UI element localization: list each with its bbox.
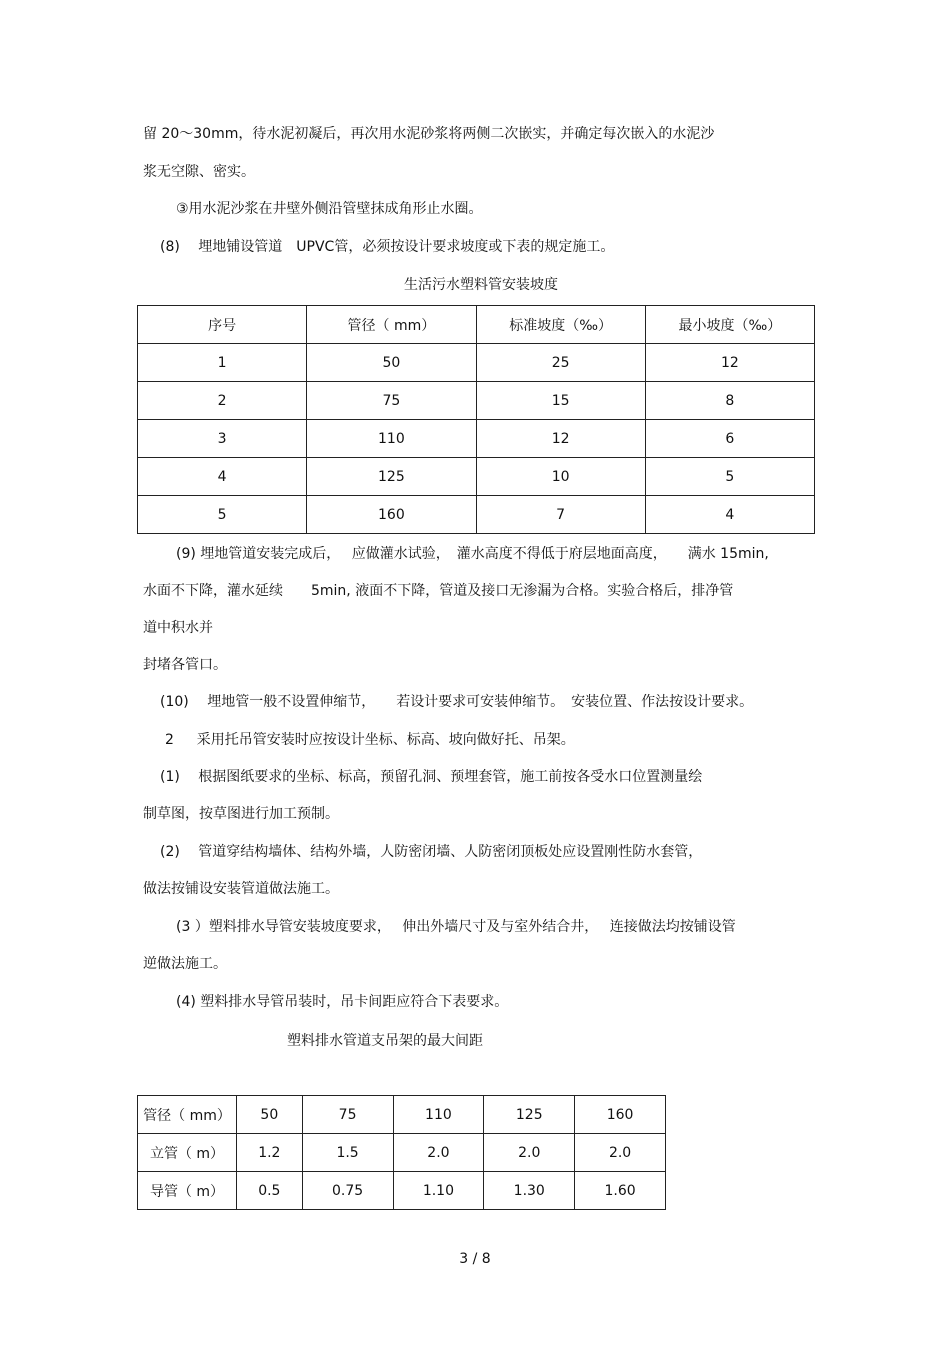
row-header-cell: 导管（ m） <box>138 1172 237 1210</box>
header-cell: 序号 <box>138 306 307 344</box>
table-cell: 12 <box>476 420 645 458</box>
table-cell: 4 <box>645 496 814 534</box>
table-row <box>138 344 815 382</box>
paragraph-line: (10) 埋地管一般不设置伸缩节， 若设计要求可安装伸缩节。 安装位置、作法按设计要求。 <box>160 694 754 710</box>
table-cell: 4 <box>138 458 307 496</box>
table-cell: 0.75 <box>302 1172 393 1210</box>
table-row <box>138 496 815 534</box>
table-cell: 110 <box>307 420 476 458</box>
table-cell: 12 <box>645 344 814 382</box>
paragraph-line: (3 ）塑料排水导管安装坡度要求， 伸出外墙尺寸及与室外结合井， 连接做法均按铺设管 <box>176 919 736 935</box>
paragraph-line: 做法按铺设安装管道做法施工。 <box>143 881 339 897</box>
slope-table <box>137 305 815 534</box>
table-cell: 6 <box>645 420 814 458</box>
table-cell: 5 <box>645 458 814 496</box>
paragraph-line: 逆做法施工。 <box>143 956 227 972</box>
paragraph-line: ③用水泥沙浆在井壁外侧沿管壁抹成角形止水圈。 <box>176 201 483 217</box>
table-cell: 8 <box>645 382 814 420</box>
table-cell: 2.0 <box>393 1134 484 1172</box>
paragraph-line: (9) 埋地管道安装完成后， 应做灌水试验， 灌水高度不得低于府层地面高度， 满水 15min, <box>176 546 769 562</box>
table-cell: 15 <box>476 382 645 420</box>
paragraph-line: 2 采用托吊管安装时应按设计坐标、标高、坡向做好托、吊架。 <box>165 732 575 748</box>
table-row <box>138 1096 666 1134</box>
table-cell: 10 <box>476 458 645 496</box>
paragraph-line: 封堵各管口。 <box>143 657 227 673</box>
table-cell: 2 <box>138 382 307 420</box>
table-cell: 125 <box>484 1096 575 1134</box>
table-cell: 1 <box>138 344 307 382</box>
header-cell: 标准坡度（‰） <box>476 306 645 344</box>
row-header-cell: 立管（ m） <box>138 1134 237 1172</box>
table-cell: 75 <box>302 1096 393 1134</box>
table-cell: 3 <box>138 420 307 458</box>
table-header-row <box>138 306 815 344</box>
spacing-table <box>137 1095 666 1210</box>
row-header-cell: 管径（ mm） <box>138 1096 237 1134</box>
table-cell: 1.10 <box>393 1172 484 1210</box>
table-cell: 50 <box>307 344 476 382</box>
table-row <box>138 1172 666 1210</box>
table-cell: 160 <box>307 496 476 534</box>
table-cell: 160 <box>575 1096 666 1134</box>
table-cell: 75 <box>307 382 476 420</box>
page-number: 3 / 8 <box>459 1251 491 1267</box>
table2-caption: 塑料排水管道支吊架的最大间距 <box>287 1033 483 1049</box>
table-cell: 1.60 <box>575 1172 666 1210</box>
paragraph-line: (1) 根据图纸要求的坐标、标高，预留孔洞、预埋套管，施工前按各受水口位置测量绘 <box>160 769 703 785</box>
paragraph-line: 留 20～30mm，待水泥初凝后，再次用水泥砂浆将两侧二次嵌实，并确定每次嵌入的水泥沙 <box>143 126 715 142</box>
paragraph-line: 制草图，按草图进行加工预制。 <box>143 806 339 822</box>
table-cell: 25 <box>476 344 645 382</box>
header-cell: 管径（ mm） <box>307 306 476 344</box>
paragraph-line: (8) 埋地铺设管道 UPVC管，必须按设计要求坡度或下表的规定施工。 <box>160 239 615 255</box>
table-row <box>138 382 815 420</box>
header-cell: 最小坡度（‰） <box>645 306 814 344</box>
table-cell: 2.0 <box>575 1134 666 1172</box>
table-cell: 125 <box>307 458 476 496</box>
table-row <box>138 458 815 496</box>
paragraph-line: 水面不下降，灌水延续 5min, 液面不下降，管道及接口无渗漏为合格。实验合格后，排净管 <box>143 583 734 599</box>
table-cell: 50 <box>237 1096 303 1134</box>
table-row <box>138 1134 666 1172</box>
paragraph-line: (4) 塑料排水导管吊装时，吊卡间距应符合下表要求。 <box>176 994 509 1010</box>
table-cell: 110 <box>393 1096 484 1134</box>
paragraph-line: (2) 管道穿结构墙体、结构外墙，人防密闭墙、人防密闭顶板处应设置刚性防水套管， <box>160 844 703 860</box>
table-cell: 1.2 <box>237 1134 303 1172</box>
table1-caption: 生活污水塑料管安装坡度 <box>404 277 558 293</box>
table-cell: 1.5 <box>302 1134 393 1172</box>
table-cell: 5 <box>138 496 307 534</box>
paragraph-line: 浆无空隙、密实。 <box>143 164 255 180</box>
table-cell: 2.0 <box>484 1134 575 1172</box>
table-cell: 7 <box>476 496 645 534</box>
table-cell: 0.5 <box>237 1172 303 1210</box>
table-cell: 1.30 <box>484 1172 575 1210</box>
table-row <box>138 420 815 458</box>
paragraph-line: 道中积水并 <box>143 620 213 636</box>
